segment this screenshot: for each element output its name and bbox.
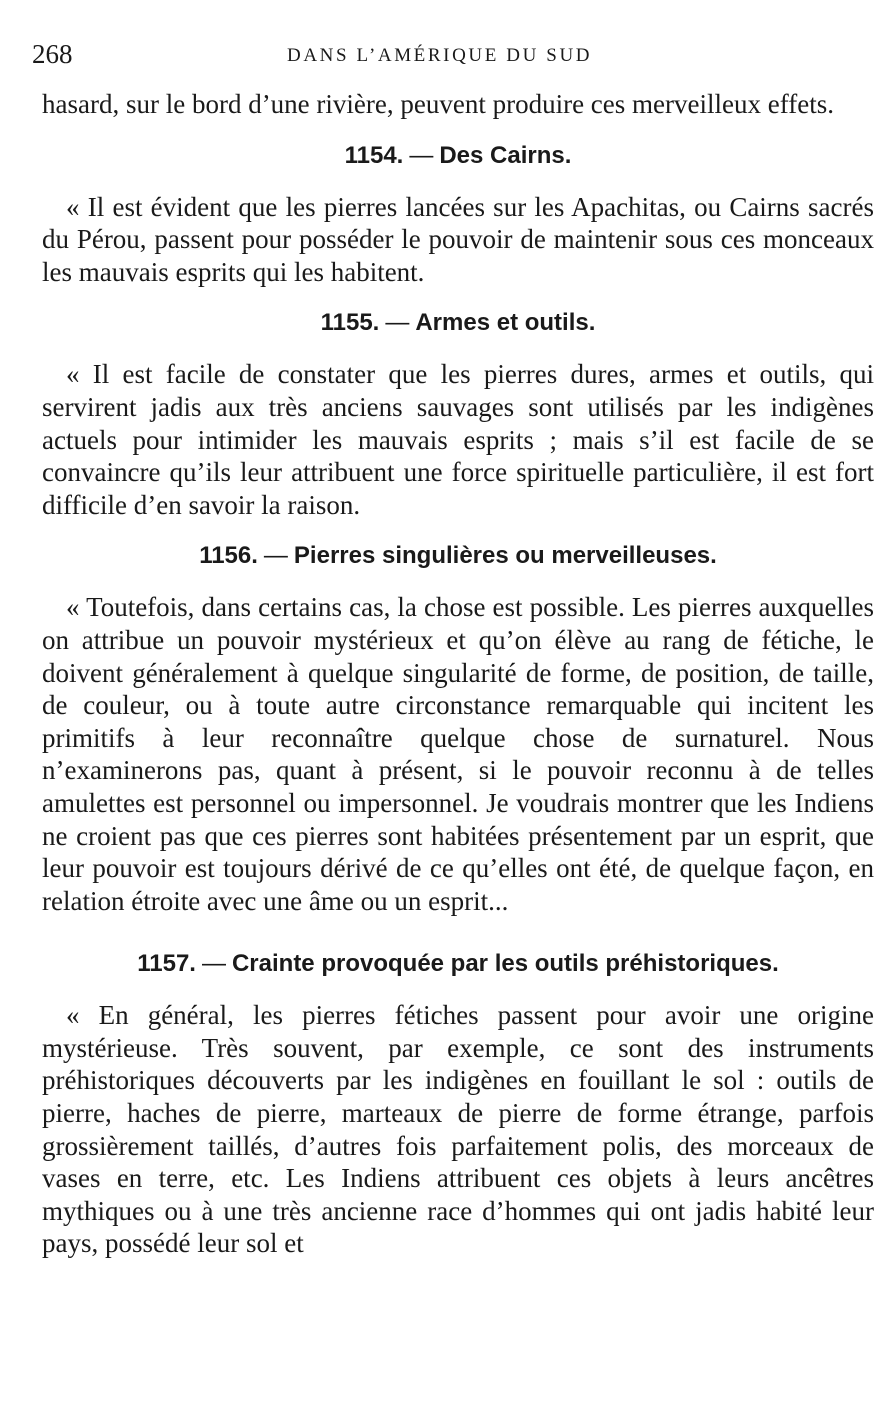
page-header (0, 36, 891, 72)
paragraph-armes-outils: « Il est facile de constater que les pierres dures, armes et outils, qui servirent jadis aux très anciens sauvages sont utilisés par les indigènes actuels pour intimider les mauvais esprits ; mais s’il est facile de se convaincre qu’ils leur attribuent une force spirituelle particulière, il est fort difficile d’en savoir la raison. (42, 359, 874, 520)
section-title: Des Cairns. (439, 141, 572, 169)
section-heading-1157 (42, 949, 874, 979)
section-number: 1155. (320, 309, 380, 337)
paragraph-outils-prehistoriques: « En général, les pierres fétiches passent pour avoir une origine mystérieuse. Très souvent, par exemple, ce sont des instruments préhistoriques découverts par les indigènes en fouillant le sol : outils de pierre, haches de pierre, marteaux de pierre de forme étrange, parfois grossièrement taillés, d’autres fois parfaitement polis, des morceaux de vases en terre, etc. Les Indiens attribuent ces objets à leurs ancêtres mythiques ou à une très ancienne race d’hommes qui ont jadis habité leur pays, possédé leur sol et (42, 1000, 874, 1259)
spacer (42, 917, 874, 929)
section-number: 1157. (137, 950, 196, 978)
section-number: 1154. (344, 141, 404, 169)
page-body (42, 88, 874, 1260)
paragraph-pierres-singulieres: « Toutefois, dans certains cas, la chose est possible. Les pierres auxquelles on attribue un pouvoir mystérieux et qu’on élève au rang de fétiche, le doivent généralement à quelque singularité de forme, de position, de taille, de couleur, ou à toute autre circonstance remarquable qui incitent les primitifs à leur reconnaître quelque chose de surnaturel. Nous n’examinerons pas, quant à présent, si le pouvoir reconnu à de telles amulettes est personnel ou impersonnel. Je voudrais montrer que les Indiens ne croient pas que ces pierres sont habitées présentement par un esprit, que leur pouvoir est toujours dérivé de ce qu’elles ont été, de quelque façon, en relation étroite avec une âme ou un esprit... (42, 592, 874, 916)
section-title: Armes et outils. (415, 309, 596, 337)
page-number: 268 (32, 39, 73, 69)
section-heading-1156 (42, 541, 874, 571)
section-separator: — (263, 542, 288, 570)
section-separator: — (201, 950, 226, 978)
paragraph-continuation: hasard, sur le bord d’une rivière, peuvent produire ces merveilleux effets. (42, 89, 834, 119)
running-title: DANS L’AMÉRIQUE DU SUD (287, 45, 593, 66)
section-separator: — (385, 309, 410, 337)
section-separator: — (409, 141, 434, 169)
paragraph-cairns: « Il est évident que les pierres lancées sur les Apachitas, ou Cairns sacrés du Pérou, passent pour posséder le pouvoir de maintenir sous ces monceaux les mauvais esprits qui les habitent. (42, 191, 874, 287)
section-heading-1154 (42, 141, 874, 171)
section-title: Crainte provoquée par les outils préhistoriques. (231, 950, 779, 978)
section-number: 1156. (199, 542, 258, 570)
section-title: Pierres singulières ou merveilleuses. (293, 542, 717, 570)
section-heading-1155 (42, 308, 874, 338)
